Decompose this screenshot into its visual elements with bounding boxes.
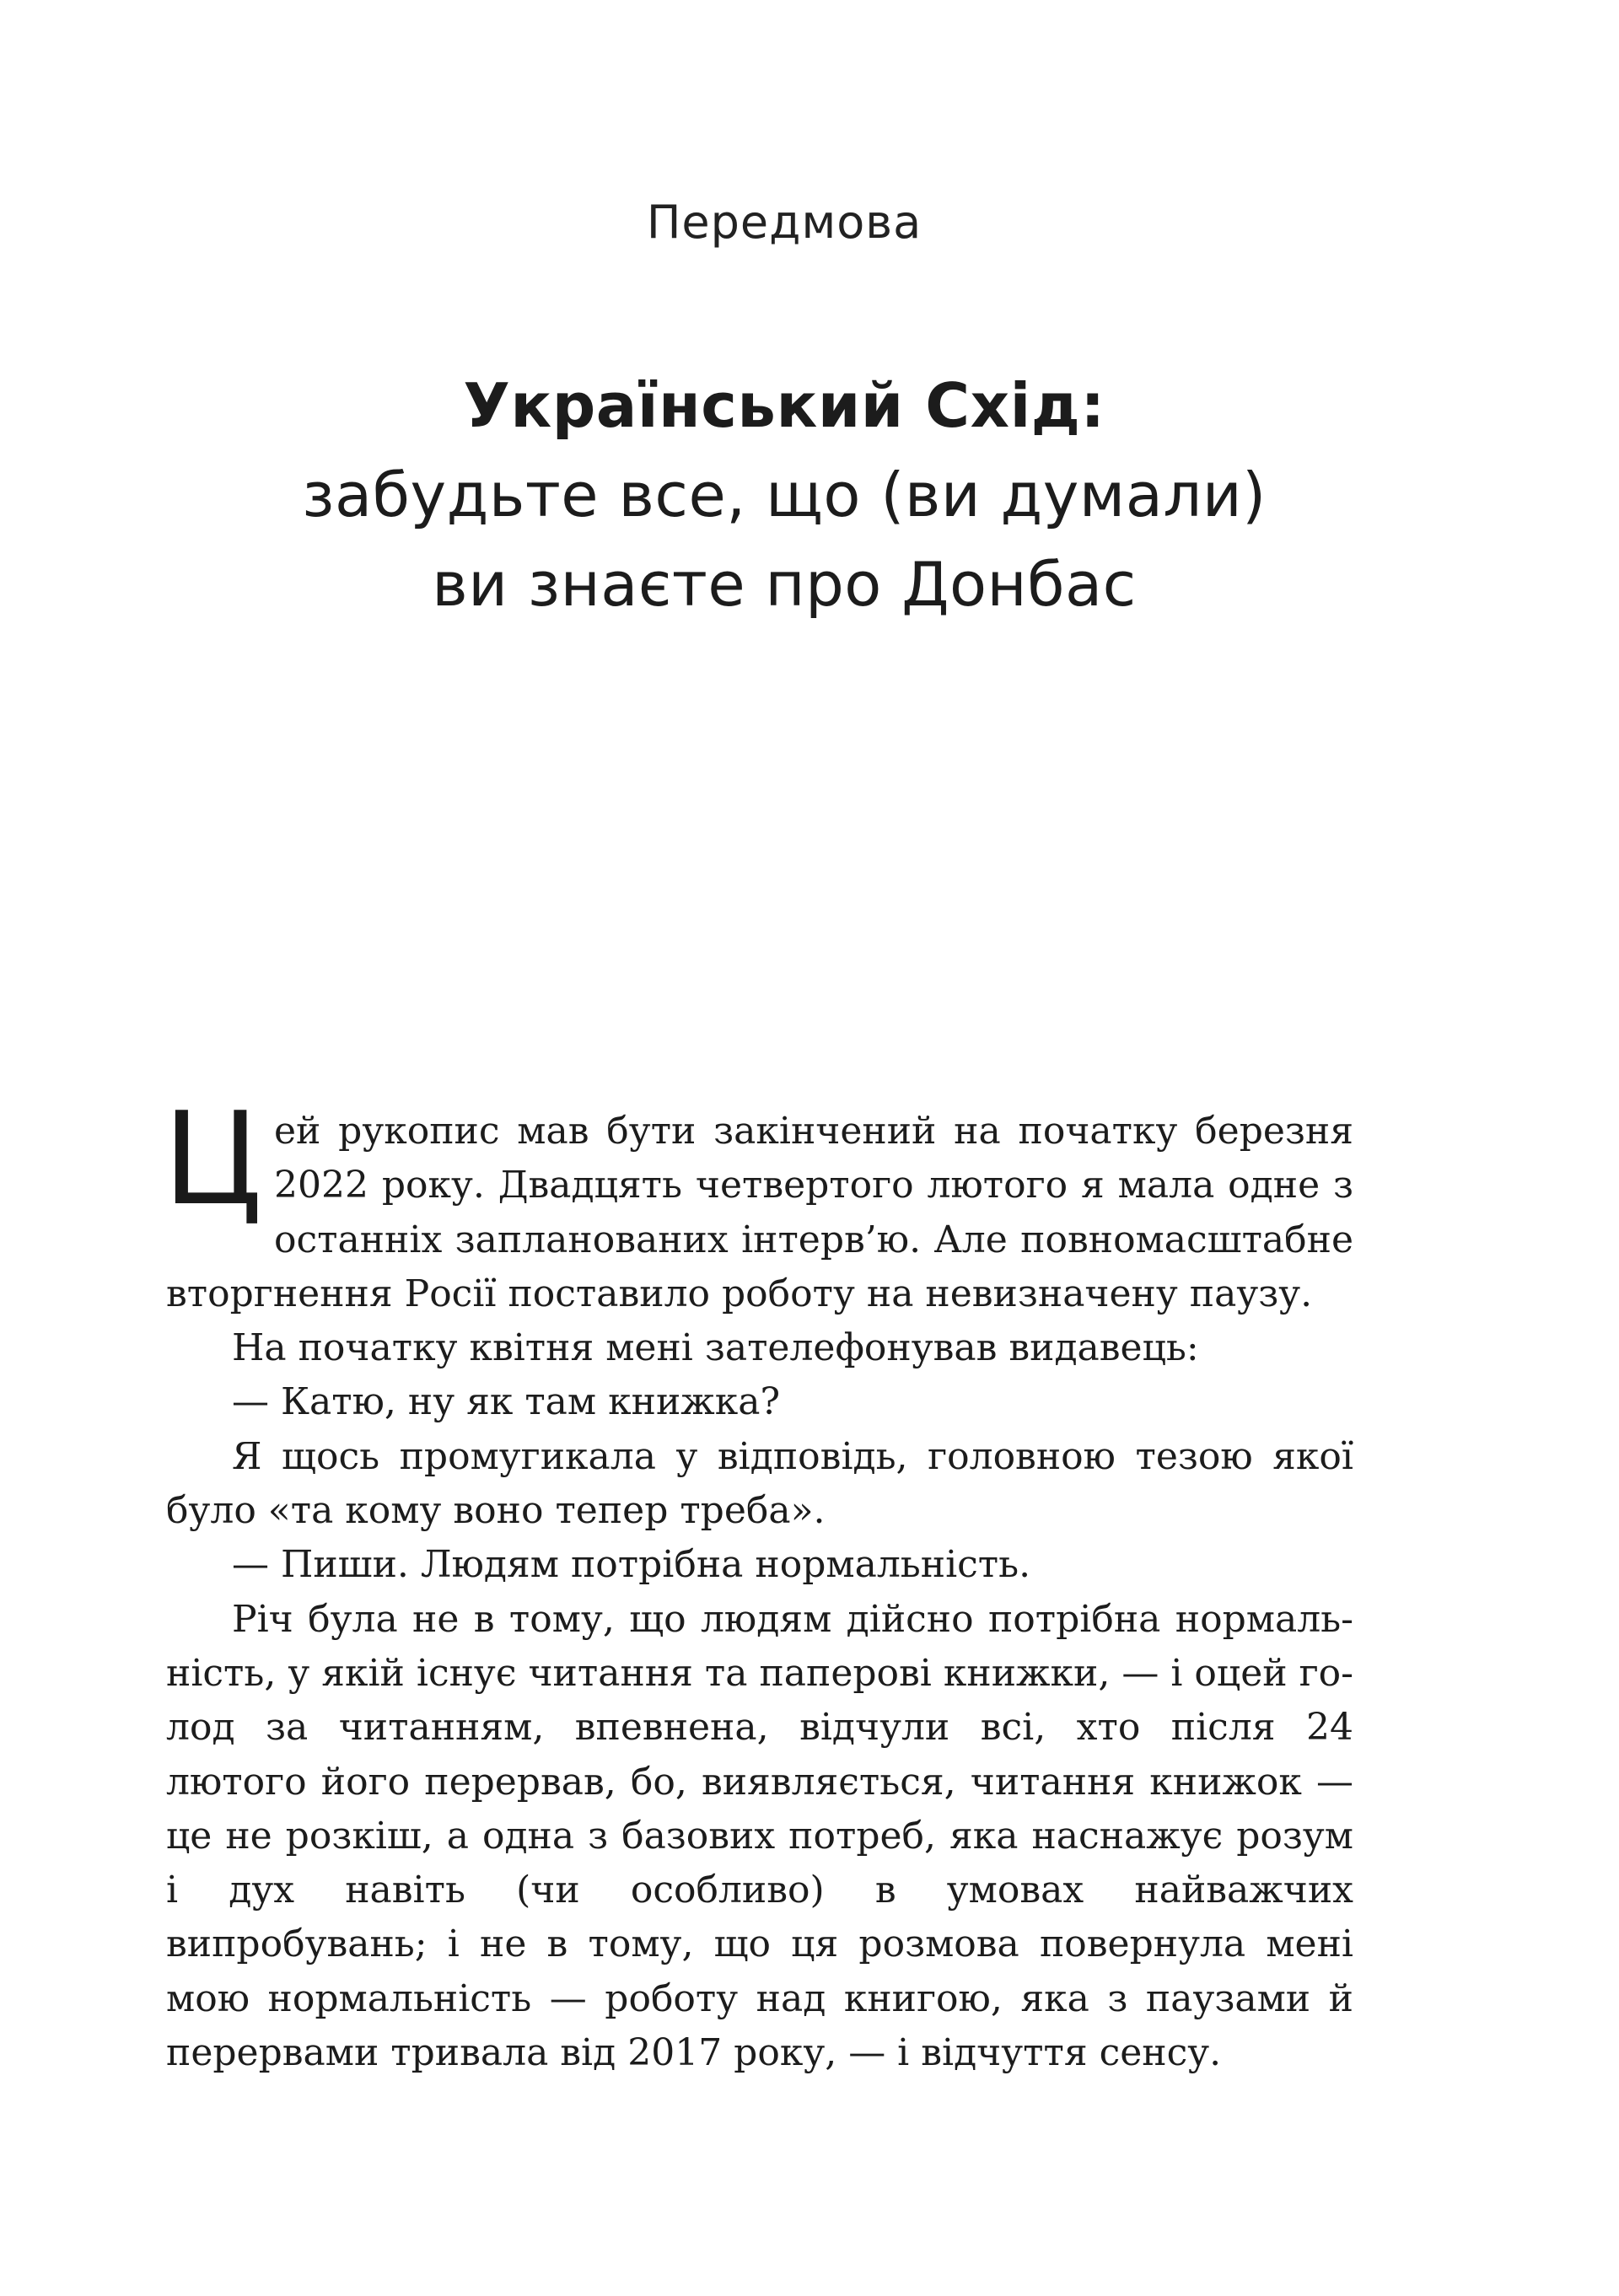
- title-line-1: Український Схід:: [463, 370, 1105, 441]
- title-line-2: забудьте все, що (ви думали): [302, 460, 1267, 530]
- paragraph-4: Я щось промугикала у відповідь, головною тезою якої було «та кому воно тепер треба».: [166, 1434, 1353, 1533]
- dialogue-line-1: — Катю, ну як там книжка?: [232, 1380, 781, 1424]
- title-line-3: ви знаєте про Донбас: [432, 549, 1137, 620]
- section-label: Передмова: [646, 196, 922, 249]
- chapter-title: [0, 361, 1568, 629]
- dialogue-line-2: — Пиши. Людям потрібна нормальність.: [232, 1543, 1031, 1587]
- body-text: [163, 1084, 1353, 2080]
- paragraph-1-text: ей рукопис мав бути закінчений на початку березня 2022 року. Двадцять четвертого лютого я мала одне з останніх запланованих інтерв’ю. Але повномасштабне вторгнення Росії поставило роботу на невизначену паузу.: [166, 1110, 1353, 1315]
- drop-cap: Ц: [163, 1084, 263, 1234]
- paragraph-2: На початку квітня мені зателефонував видавець:: [232, 1326, 1199, 1370]
- paragraph-1: [163, 1084, 1353, 1321]
- paragraph-6: Річ була не в тому, що людям дійсно потрібна нормальність, у якій існує читання та паперові книжки, — і оцей голод за читанням, впевнена, відчули всі, хто після 24 лютого його перервав, бо, виявляється, читання книжок — це не розкіш, а одна з базових потреб, яка наснажує розум і дух навіть (чи особливо) в умовах найважчих випробувань; і не в тому, що ця розмова повернула мені мою нормальність — роботу над книгою, яка з паузами й перервами тривала від 2017 року, — і відчуття сенсу.: [166, 1597, 1353, 2075]
